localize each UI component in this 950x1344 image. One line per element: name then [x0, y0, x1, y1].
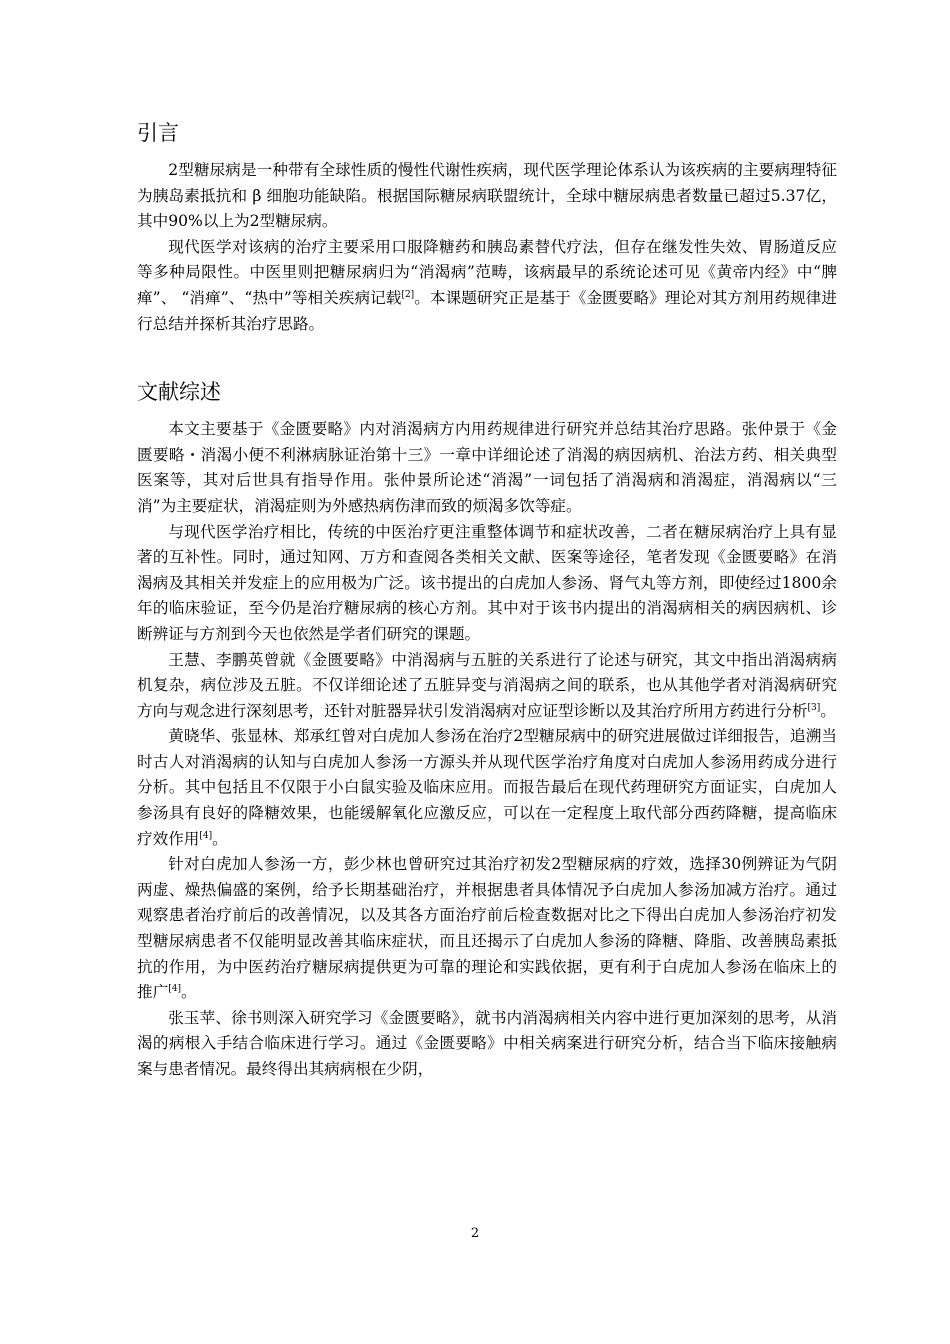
paragraph-text: 现代医学对该病的治疗主要采用口服降糖药和胰岛素替代疗法，但存在继发性失效、胃肠道反应等多种局限性。中医里则把糖尿病归为“消渴病”范畴，该病最早的系统论述可见《黄帝内经》中“脾瘅”、 “消瘅”、“热中”等相关疾病记载	[137, 237, 837, 307]
review-paragraph-1	[137, 417, 837, 519]
paragraph-text: 2型糖尿病是一种带有全球性质的慢性代谢性疾病，现代医学理论体系认为该疾病的主要病理特征为胰岛素抵抗和 β 细胞功能缺陷。根据国际糖尿病联盟统计，全球中糖尿病患者数量已超过5.37亿，其中90%以上为2型糖尿病。	[137, 161, 837, 231]
paragraph-text: 与现代医学治疗相比，传统的中医治疗更注重整体调节和症状改善，二者在糖尿病治疗上具有显著的互补性。同时，通过知网、万方和查阅各类相关文献、医案等途径，笔者发现《金匮要略》在消渴病及其相关并发症上的应用极为广泛。该书提出的白虎加人参汤、肾气丸等方剂，即使经过1800余年的临床验证，至今仍是治疗糖尿病的核心方剂。其中对于该书内提出的消渴病相关的病因病机、诊断辨证与方剂到今天也依然是学者们研究的课题。	[137, 522, 837, 643]
citation-marker: [3]	[807, 702, 821, 713]
paragraph-text: 黄晓华、张显林、郑承红曾对白虎加人参汤在治疗2型糖尿病中的研究进展做过详细报告，追溯当时古人对消渴病的认知与白虎加人参汤一方源头并从现代医学治疗角度对白虎加人参汤用药成分进行分析。其中包括且不仅限于小白鼠实验及临床应用。而报告最后在现代药理研究方面证实，白虎加人参汤具有良好的降糖效果，也能缓解氧化应激反应，可以在一定程度上取代部分西药降糖，提高临床疗效作用	[137, 727, 837, 848]
paragraph-tail: 。	[180, 983, 197, 1002]
paragraph-tail: 。	[820, 701, 836, 720]
paragraph-text: 本文主要基于《金匮要略》内对消渴病方内用药规律进行研究并总结其治疗思路。张仲景于《金匮要略・消渴小便不利淋病脉证治第十三》一章中详细论述了消渴的病因病机、治法方药、相关典型医案等，其对后世具有指导作用。张仲景所论述“消渴”一词包括了消渴病和消渴症，消渴病以“三消”为主要症状，消渴症则为外感热病伤津而致的烦渴多饮等症。	[137, 420, 837, 515]
paragraph-text: 针对白虎加人参汤一方，彭少林也曾研究过其治疗初发2型糖尿病的疗效，选择30例辨证为气阴两虚、燥热偏盛的案例，给予长期基础治疗，并根据患者具体情况予白虎加人参汤加减方治疗。通过观察患者治疗前后的改善情况，以及其各方面治疗前后检查数据对比之下得出白虎加人参汤治疗初发型糖尿病患者不仅能明显改善其临床症状，而且还揭示了白虎加人参汤的降糖、降脂、改善胰岛素抵抗的作用，为中医药治疗糖尿病提供更为可靠的理论和实践依据，更有利于白虎加人参汤在临床上的推广	[137, 855, 837, 1002]
page-content	[137, 118, 837, 1083]
page-number: 2	[470, 1226, 480, 1241]
paragraph-text: 张玉苹、徐书则深入研究学习《金匮要略》，就书内消渴病相关内容中进行更加深刻的思考，从消渴的病根入手结合临床进行学习。通过《金匮要略》中相关病案进行研究分析，结合当下临床接触病案与患者情况。最终得出其病病根在少阴，	[137, 1008, 837, 1078]
paragraph-tail: 。本课题研究正是基于《金匮要略》理论对其方剂用药规律进行总结并探析其治疗思路。	[137, 288, 837, 333]
review-paragraph-2	[137, 520, 837, 648]
review-paragraph-3	[137, 648, 837, 725]
citation-marker: [4]	[199, 830, 213, 841]
review-paragraph-6	[137, 1006, 837, 1083]
intro-paragraph-2	[137, 235, 837, 337]
review-paragraph-5	[137, 852, 837, 1006]
paragraph-tail: 。	[212, 829, 228, 848]
section-heading-introduction: 引言	[137, 121, 179, 145]
citation-marker: [2]	[401, 289, 415, 300]
section-heading-literature-review: 文献综述	[137, 380, 221, 405]
paragraph-text: 王慧、李鹏英曾就《金匮要略》中消渴病与五脏的关系进行了论述与研究，其文中指出消渴病病机复杂，病位涉及五脏。不仅详细论述了五脏异变与消渴病之间的联系，也从其他学者对消渴病研究方向与观念进行深刻思考，还针对脏器异状引发消渴病对应证型诊断以及其治疗所用方药进行分析	[137, 650, 837, 720]
citation-marker: [4]	[168, 984, 181, 995]
review-paragraph-4	[137, 724, 837, 852]
intro-paragraph-1	[137, 158, 837, 235]
